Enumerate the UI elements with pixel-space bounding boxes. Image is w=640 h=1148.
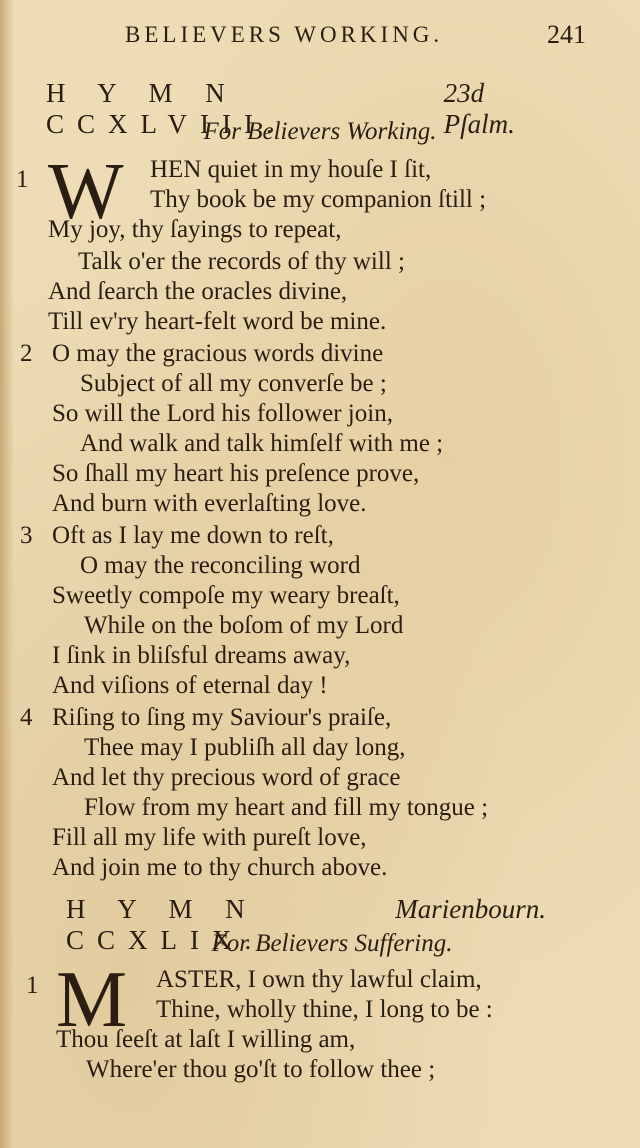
verse-line: Sweetly compoſe my weary breaſt,: [52, 582, 400, 609]
running-head: BELIEVERS WORKING.: [125, 22, 444, 47]
verse-line: Oft as I lay me down to reſt,: [52, 522, 334, 549]
page-header: [0, 22, 640, 52]
hymn-249-tune: Marienbourn.: [395, 894, 546, 924]
verse-line: Thy book be my companion ſtill ;: [150, 186, 487, 213]
verse-line: O may the reconciling word: [80, 552, 361, 579]
verse-line: My joy, thy ſayings to repeat,: [48, 216, 342, 243]
verse-line: And join me to thy church above.: [52, 854, 388, 881]
verse-line: Talk o'er the records of thy will ;: [78, 248, 405, 275]
verse-line: Till ev'ry heart-felt word be mine.: [48, 308, 387, 335]
hymn-248-number: H Y M N CCXLVIII.: [46, 78, 286, 139]
verse-line: Where'er thou go'ſt to follow thee ;: [86, 1056, 436, 1083]
verse-line: So will the Lord his follower join,: [52, 400, 393, 427]
verse-line: Thee may I publiſh all day long,: [84, 734, 406, 761]
verse-line: Fill all my life with pureſt love,: [52, 824, 367, 851]
verse-line: O may the gracious words divine: [52, 340, 384, 367]
verse-line: And burn with everlaſting love.: [52, 490, 367, 517]
hymn-249-subtitle: For Believers Suffering.: [211, 930, 453, 957]
verse-line: Thine, wholly thine, I long to be :: [156, 996, 493, 1023]
verse-line: And viſions of eternal day !: [52, 672, 328, 699]
hymn-248-subtitle: For Believers Working.: [203, 118, 437, 145]
verse-line: And ſearch the oracles divine,: [48, 278, 348, 305]
page-gutter-shadow: [0, 0, 14, 1148]
stanza-number: 2: [20, 340, 33, 367]
stanza-number: 4: [20, 704, 33, 731]
stanza-number: 1: [16, 166, 29, 193]
verse-line: HEN quiet in my houſe I ſit,: [150, 156, 432, 183]
stanza-number: 1: [26, 972, 39, 999]
verse-line: So ſhall my heart his preſence prove,: [52, 460, 420, 487]
verse-line: While on the boſom of my Lord: [84, 612, 404, 639]
verse-line: Riſing to ſing my Saviour's praiſe,: [52, 704, 392, 731]
verse-line: Flow from my heart and fill my tongue ;: [84, 794, 489, 821]
drop-cap: W: [48, 148, 124, 236]
verse-line: ASTER, I own thy lawful claim,: [156, 966, 482, 993]
verse-line: Subject of all my converſe be ;: [80, 370, 387, 397]
verse-line: And let thy precious word of grace: [52, 764, 401, 791]
hymn-249-number: H Y M N CCXLIX.: [66, 894, 265, 955]
hymn-248-tune: 23d Pſalm.: [443, 78, 515, 139]
page-number: 241: [547, 20, 586, 49]
verse-line: Thou ſeeſt at laſt I willing am,: [56, 1026, 356, 1053]
drop-cap: M: [56, 956, 128, 1044]
verse-line: I ſink in bliſsful dreams away,: [52, 642, 351, 669]
verse-line: And walk and talk himſelf with me ;: [80, 430, 444, 457]
stanza-number: 3: [20, 522, 33, 549]
